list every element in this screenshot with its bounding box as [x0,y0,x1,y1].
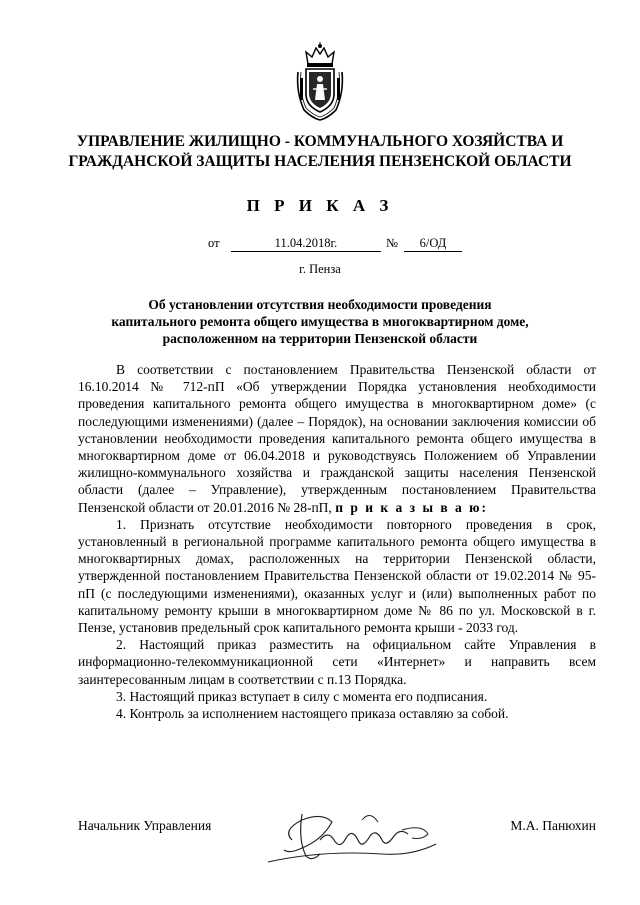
number-prefix: № [386,236,398,250]
order-item-4: 4. Контроль за исполнением настоящего приказа оставляю за собой. [116,706,509,722]
order-item-1: 1. Признать отсутствие необходимости повторного проведения в срок, установленный в региональной программе капитального ремонта общего имущества в многоквартирных домах, расположенных на территории Пензенской области, утвержденной постановлением Правительства Пензенской области от 19.02.2014 № 95-пП (с последующими изменениями), оказанных услуг и (или) выполненных работ по капитальному ремонту крыши в многоквартирном доме № 86 по ул. Московской в г. Пензе, установив предельный срок капитального ремонта крыши - 2033 год. [78,516,596,636]
city-label: г. Пенза [299,262,341,276]
subject-line1: Об установлении отсутствия необходимости проведения [148,297,492,312]
order-word: п р и к а з ы в а ю: [335,499,488,515]
order-item-3: 3. Настоящий приказ вступает в силу с момента его подписания. [116,688,488,704]
subject-line3: расположенном на территории Пензенской области [162,331,478,346]
signer-name: М.А. Панюхин [510,818,596,833]
intro-text: В соответствии с постановлением Правительства Пензенской области от 16.10.2014 № 712-пП «Об утверждении Порядка установления необходимости проведения капитального ремонта общего имущества в многоквартирном доме» (с последующими изменениями) (далее – Порядок), на основании заключения комиссии об установлении необходимости проведения капитального ремонта общего имущества в многоквартирном доме от 06.04.2018 и руководствуясь Положением об Управлении жилищно-коммунального хозяйства и гражданской защиты населения Пензенской области (далее – Управление), утвержденным постановлением Правительства Пензенской области от 20.01.2016 № 28-пП, [78,362,596,515]
document-body [78,361,596,722]
organization-name-line2: ГРАЖДАНСКОЙ ЗАЩИТЫ НАСЕЛЕНИЯ ПЕНЗЕНСКОЙ ОБЛАСТИ [68,153,572,170]
document-number: 6/ОД [404,236,462,252]
handwritten-signature [262,800,442,868]
intro-paragraph [78,361,596,516]
coat-of-arms-icon [294,42,346,122]
subject-line2: капитального ремонта общего имущества в многоквартирном доме, [111,314,529,329]
signer-title: Начальник Управления [78,818,212,833]
document-type-title: П Р И К А З [246,196,394,215]
organization-name-line1: УПРАВЛЕНИЕ ЖИЛИЩНО - КОММУНАЛЬНОГО ХОЗЯЙСТВА И [76,133,564,150]
date-prefix: от [208,236,220,250]
order-item-2: 2. Настоящий приказ разместить на официальном сайте Управления в информационно-телекоммуникационной сети «Интернет» и направить всем заинтересованным лицам в соответствии с п.13 Порядка. [78,637,596,687]
document-date: 11.04.2018г. [231,236,381,252]
